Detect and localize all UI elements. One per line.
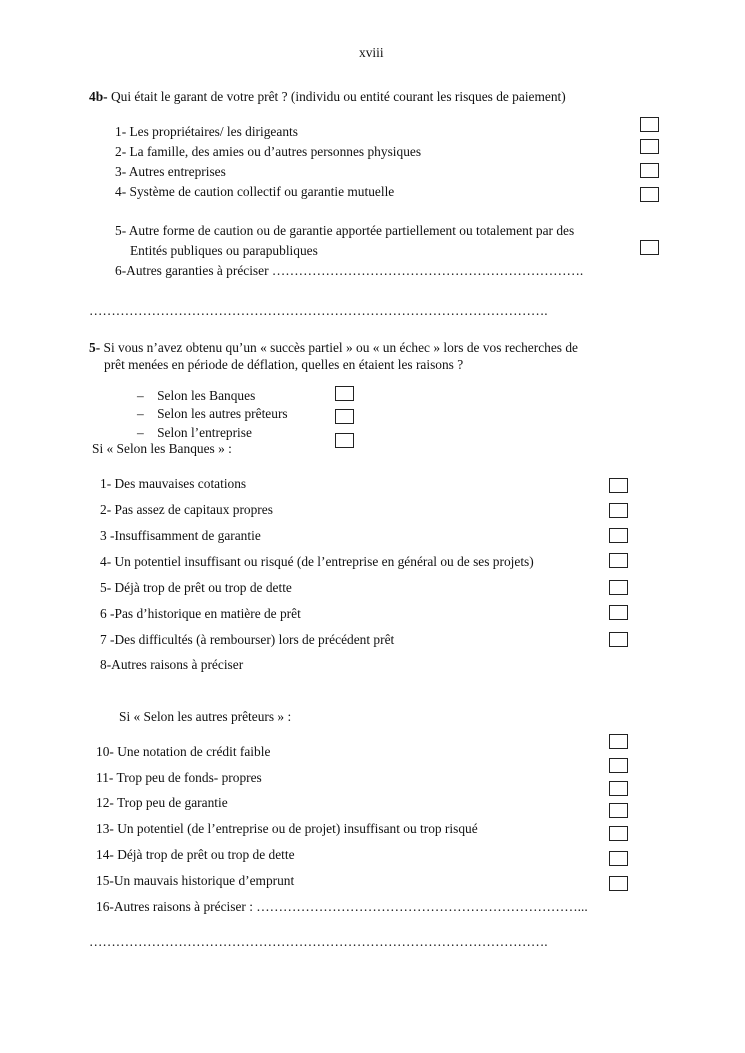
lenders-reason-13: 13- Un potentiel (de l’entreprise ou de projet) insuffisant ou trop risqué (96, 821, 478, 836)
banks-reason-5: 5- Déjà trop de prêt ou trop de dette (100, 580, 292, 595)
question-5-text-line2: prêt menées en période de déflation, quelles en étaient les raisons ? (104, 357, 464, 372)
banks-reason-3-checkbox[interactable] (609, 528, 628, 543)
q5-source-company (137, 425, 252, 441)
lenders-reason-14: 14- Déjà trop de prêt ou trop de dette (96, 847, 295, 862)
lenders-reason-10: 10- Une notation de crédit faible (96, 744, 271, 759)
lenders-reason-14-checkbox[interactable] (609, 851, 628, 866)
question-5-text-line1: Si vous n’avez obtenu qu’un « succès partiel » ou « un échec » lors de vos recherches de (103, 340, 578, 355)
banks-reason-7-checkbox[interactable] (609, 632, 628, 647)
q5-source-banks-checkbox[interactable] (335, 386, 354, 401)
q5-dotted-line: …………………………………………………………………………………………. (89, 934, 548, 949)
lenders-reason-12: 12- Trop peu de garantie (96, 795, 228, 810)
lenders-reason-11-checkbox[interactable] (609, 758, 628, 773)
banks-reason-6-checkbox[interactable] (609, 605, 628, 620)
lenders-reason-11: 11- Trop peu de fonds- propres (96, 770, 262, 785)
banks-reason-7: 7 -Des difficultés (à rembourser) lors de précédent prêt (100, 632, 395, 647)
q5-source-lenders-label: Selon les autres prêteurs (157, 406, 288, 421)
banks-reason-2-checkbox[interactable] (609, 503, 628, 518)
banks-reason-1-checkbox[interactable] (609, 478, 628, 493)
q5-source-banks-label: Selon les Banques (157, 388, 256, 403)
question-5-number: 5- (89, 340, 101, 355)
q4b-option-6-other: 6-Autres garanties à préciser ……………………………………………………………. (115, 263, 584, 278)
q5-source-company-checkbox[interactable] (335, 433, 354, 448)
banks-reason-3: 3 -Insuffisamment de garantie (100, 528, 261, 543)
q4b-option-1: 1- Les propriétaires/ les dirigeants (115, 124, 298, 139)
lenders-reason-12-checkbox[interactable] (609, 781, 628, 796)
question-4b-text: Qui était le garant de votre prêt ? (individu ou entité courant les risques de paiement) (110, 89, 566, 104)
lenders-reason-12-checkbox-2[interactable] (609, 803, 628, 818)
q4b-option-4: 4- Système de caution collectif ou garantie mutuelle (115, 184, 395, 199)
lenders-reason-other: 16-Autres raisons à préciser : ………………………………………………………………... (96, 899, 588, 914)
banks-section-header: Si « Selon les Banques » : (92, 441, 232, 456)
banks-reason-1: 1- Des mauvaises cotations (100, 476, 247, 491)
question-5 (89, 340, 578, 356)
banks-reason-4: 4- Un potentiel insuffisant ou risqué (de l’entreprise en général ou de ses projets) (100, 554, 534, 569)
bullet-dash: – (137, 425, 144, 440)
lenders-reason-15-checkbox[interactable] (609, 876, 628, 891)
bullet-dash: – (137, 388, 144, 403)
lenders-reason-13-checkbox[interactable] (609, 826, 628, 841)
q5-source-banks (137, 388, 255, 404)
banks-reason-4-checkbox[interactable] (609, 553, 628, 568)
q5-source-lenders (137, 406, 288, 422)
question-4b (89, 89, 566, 105)
q4b-option-4-checkbox[interactable] (640, 187, 659, 202)
lenders-section-header: Si « Selon les autres prêteurs » : (119, 709, 292, 724)
q4b-option-3-checkbox[interactable] (640, 163, 659, 178)
lenders-reason-15: 15-Un mauvais historique d’emprunt (96, 873, 295, 888)
q4b-dotted-line: …………………………………………………………………………………………. (89, 303, 548, 318)
q5-source-lenders-checkbox[interactable] (335, 409, 354, 424)
lenders-reason-10-checkbox[interactable] (609, 734, 628, 749)
q4b-option-5-checkbox[interactable] (640, 240, 659, 255)
bullet-dash: – (137, 406, 144, 421)
banks-reason-other: 8-Autres raisons à préciser (100, 657, 244, 672)
q5-source-company-label: Selon l’entreprise (157, 425, 252, 440)
page-number: xviii (359, 45, 384, 60)
q4b-option-5-line1: 5- Autre forme de caution ou de garantie apportée partiellement ou totalement par des (115, 223, 575, 238)
q4b-option-5-line2: Entités publiques ou parapubliques (130, 243, 318, 258)
banks-reason-2: 2- Pas assez de capitaux propres (100, 502, 273, 517)
q4b-option-1-checkbox[interactable] (640, 117, 659, 132)
banks-reason-5-checkbox[interactable] (609, 580, 628, 595)
q4b-option-2-checkbox[interactable] (640, 139, 659, 154)
question-4b-number: 4b- (89, 89, 108, 104)
q4b-option-3: 3- Autres entreprises (115, 164, 226, 179)
q4b-option-2: 2- La famille, des amies ou d’autres personnes physiques (115, 144, 422, 159)
banks-reason-6: 6 -Pas d’historique en matière de prêt (100, 606, 301, 621)
